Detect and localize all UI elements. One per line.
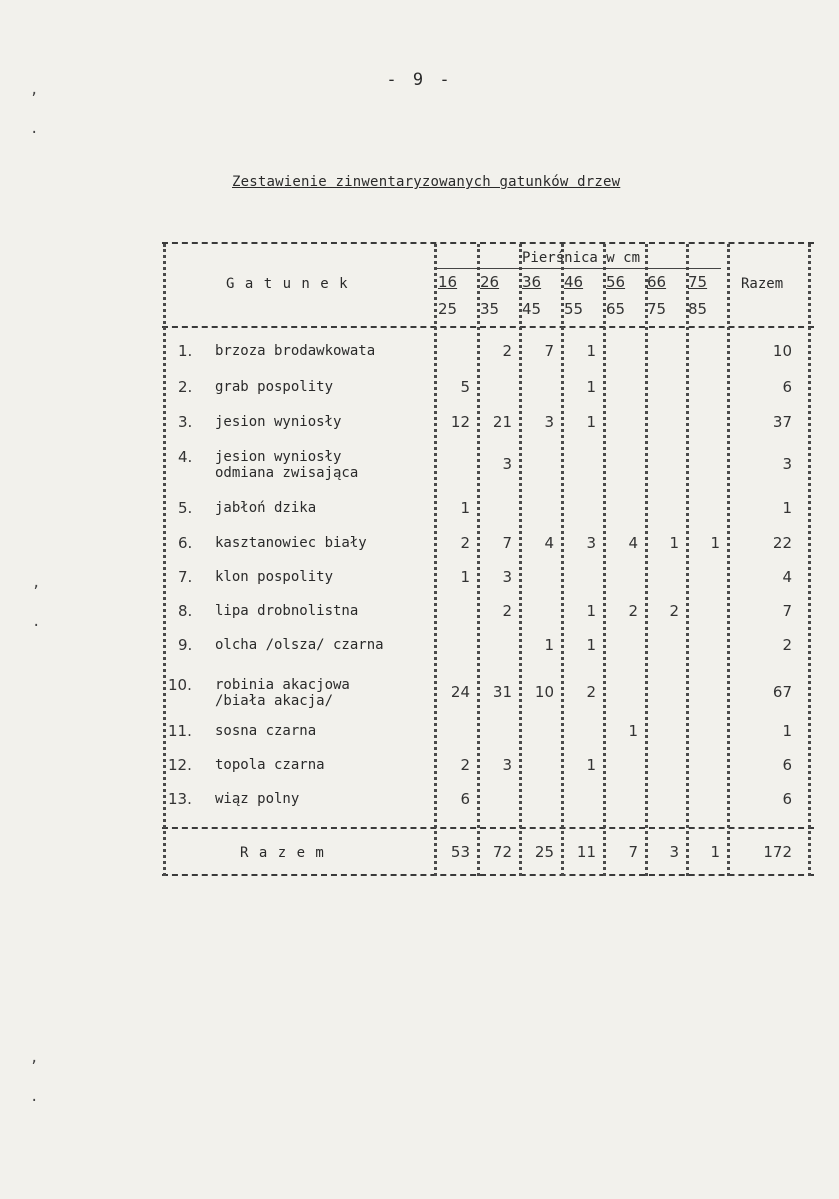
column-separator xyxy=(561,244,564,876)
cell-value: 21 xyxy=(492,413,512,431)
row-number: 1. xyxy=(178,342,193,360)
range-to: 45 xyxy=(522,300,542,318)
row-total: 6 xyxy=(782,790,792,808)
range-to: 55 xyxy=(564,300,584,318)
range-from: 36 xyxy=(522,273,542,291)
row-number: 5. xyxy=(178,499,193,517)
species-name: topola czarna xyxy=(215,757,325,773)
range-to: 65 xyxy=(606,300,626,318)
row-number: 9. xyxy=(178,636,193,654)
species-name: jesion wyniosły xyxy=(215,414,342,430)
row-total: 7 xyxy=(782,602,792,620)
row-number: 8. xyxy=(178,602,193,620)
range-to: 85 xyxy=(688,300,708,318)
total-value: 3 xyxy=(669,843,679,861)
range-to: 25 xyxy=(438,300,458,318)
table-rule xyxy=(162,326,814,328)
cell-value: 3 xyxy=(502,455,512,473)
row-number: 12. xyxy=(168,756,192,774)
cell-value: 5 xyxy=(460,378,470,396)
header-gatunek: G a t u n e k xyxy=(226,276,349,292)
page-number: - 9 - xyxy=(386,70,453,90)
total-value: 1 xyxy=(710,843,720,861)
total-value: 11 xyxy=(576,843,596,861)
species-name: jesion wyniosły xyxy=(215,449,342,465)
row-number: 7. xyxy=(178,568,193,586)
row-total: 3 xyxy=(782,455,792,473)
total-value: 7 xyxy=(628,843,638,861)
cell-value: 7 xyxy=(544,342,554,360)
cell-value: 6 xyxy=(460,790,470,808)
total-value: 53 xyxy=(450,843,470,861)
cell-value: 2 xyxy=(586,683,596,701)
row-total: 4 xyxy=(782,568,792,586)
range-from: 46 xyxy=(564,273,584,291)
row-total: 1 xyxy=(782,499,792,517)
species-name: wiąz polny xyxy=(215,791,300,807)
column-separator xyxy=(727,244,730,876)
cell-value: 1 xyxy=(544,636,554,654)
grand-total: 172 xyxy=(763,843,792,861)
cell-value: 12 xyxy=(450,413,470,431)
cell-value: 3 xyxy=(586,534,596,552)
page-title: Zestawienie zinwentaryzowanych gatunków drzew xyxy=(232,174,621,190)
cell-value: 1 xyxy=(586,342,596,360)
species-name: robinia akacjowa xyxy=(215,677,350,693)
species-name: kasztanowiec biały xyxy=(215,535,367,551)
cell-value: 3 xyxy=(502,568,512,586)
species-name: brzoza brodawkowata xyxy=(215,343,376,359)
cell-value: 24 xyxy=(450,683,470,701)
cell-value: 1 xyxy=(460,499,470,517)
cell-value: 31 xyxy=(492,683,512,701)
cell-value: 1 xyxy=(669,534,679,552)
margin-mark: , xyxy=(30,1050,39,1066)
cell-value: 1 xyxy=(628,722,638,740)
range-from: 56 xyxy=(606,273,626,291)
total-value: 25 xyxy=(534,843,554,861)
total-label: R a z e m xyxy=(240,845,325,861)
row-number: 2. xyxy=(178,378,193,396)
cell-value: 7 xyxy=(502,534,512,552)
row-number: 13. xyxy=(168,790,192,808)
cell-value: 2 xyxy=(669,602,679,620)
table-rule xyxy=(162,827,814,829)
margin-mark: · xyxy=(30,125,39,141)
column-separator xyxy=(477,244,480,876)
row-total: 2 xyxy=(782,636,792,654)
cell-value: 1 xyxy=(586,378,596,396)
header-razem: Razem xyxy=(741,276,784,292)
row-total: 1 xyxy=(782,722,792,740)
row-total: 67 xyxy=(772,683,792,701)
header-piersnica: Pierśnica w cm xyxy=(522,250,641,266)
cell-value: 2 xyxy=(628,602,638,620)
cell-value: 4 xyxy=(628,534,638,552)
cell-value: 2 xyxy=(460,756,470,774)
cell-value: 10 xyxy=(534,683,554,701)
column-separator xyxy=(519,244,522,876)
row-total: 22 xyxy=(772,534,792,552)
cell-value: 1 xyxy=(586,636,596,654)
range-from: 66 xyxy=(647,273,667,291)
cell-value: 1 xyxy=(710,534,720,552)
row-total: 6 xyxy=(782,756,792,774)
row-number: 3. xyxy=(178,413,193,431)
cell-value: 1 xyxy=(586,602,596,620)
cell-value: 4 xyxy=(544,534,554,552)
row-number: 10. xyxy=(168,676,192,694)
row-total: 10 xyxy=(772,342,792,360)
species-name: lipa drobnolistna xyxy=(215,603,359,619)
cell-value: 2 xyxy=(460,534,470,552)
table-rule xyxy=(162,874,814,876)
table-rule xyxy=(162,242,814,244)
species-name-line2: odmiana zwisająca xyxy=(215,465,359,481)
margin-mark: , xyxy=(32,575,41,591)
cell-value: 2 xyxy=(502,602,512,620)
column-separator xyxy=(686,244,689,876)
range-from: 16 xyxy=(438,273,458,291)
species-name: grab pospolity xyxy=(215,379,334,395)
row-total: 37 xyxy=(772,413,792,431)
cell-value: 1 xyxy=(586,413,596,431)
species-name: sosna czarna xyxy=(215,723,317,739)
range-to: 75 xyxy=(647,300,667,318)
column-separator xyxy=(808,244,811,876)
total-value: 72 xyxy=(492,843,512,861)
column-separator xyxy=(434,244,437,876)
species-name: klon pospolity xyxy=(215,569,334,585)
row-number: 11. xyxy=(168,722,192,740)
cell-value: 1 xyxy=(460,568,470,586)
range-to: 35 xyxy=(480,300,500,318)
margin-mark: · xyxy=(30,1093,39,1109)
row-number: 4. xyxy=(178,448,193,466)
column-separator xyxy=(645,244,648,876)
species-name: olcha /olsza/ czarna xyxy=(215,637,384,653)
cell-value: 3 xyxy=(544,413,554,431)
range-from: 26 xyxy=(480,273,500,291)
row-number: 6. xyxy=(178,534,193,552)
cell-value: 3 xyxy=(502,756,512,774)
header-underline xyxy=(437,268,721,269)
margin-mark: · xyxy=(32,618,41,634)
column-separator xyxy=(603,244,606,876)
row-total: 6 xyxy=(782,378,792,396)
margin-mark: , xyxy=(30,82,39,98)
range-from: 75 xyxy=(688,273,708,291)
species-name-line2: /biała akacja/ xyxy=(215,693,334,709)
column-separator xyxy=(163,244,166,876)
cell-value: 1 xyxy=(586,756,596,774)
cell-value: 2 xyxy=(502,342,512,360)
species-name: jabłoń dzika xyxy=(215,500,317,516)
